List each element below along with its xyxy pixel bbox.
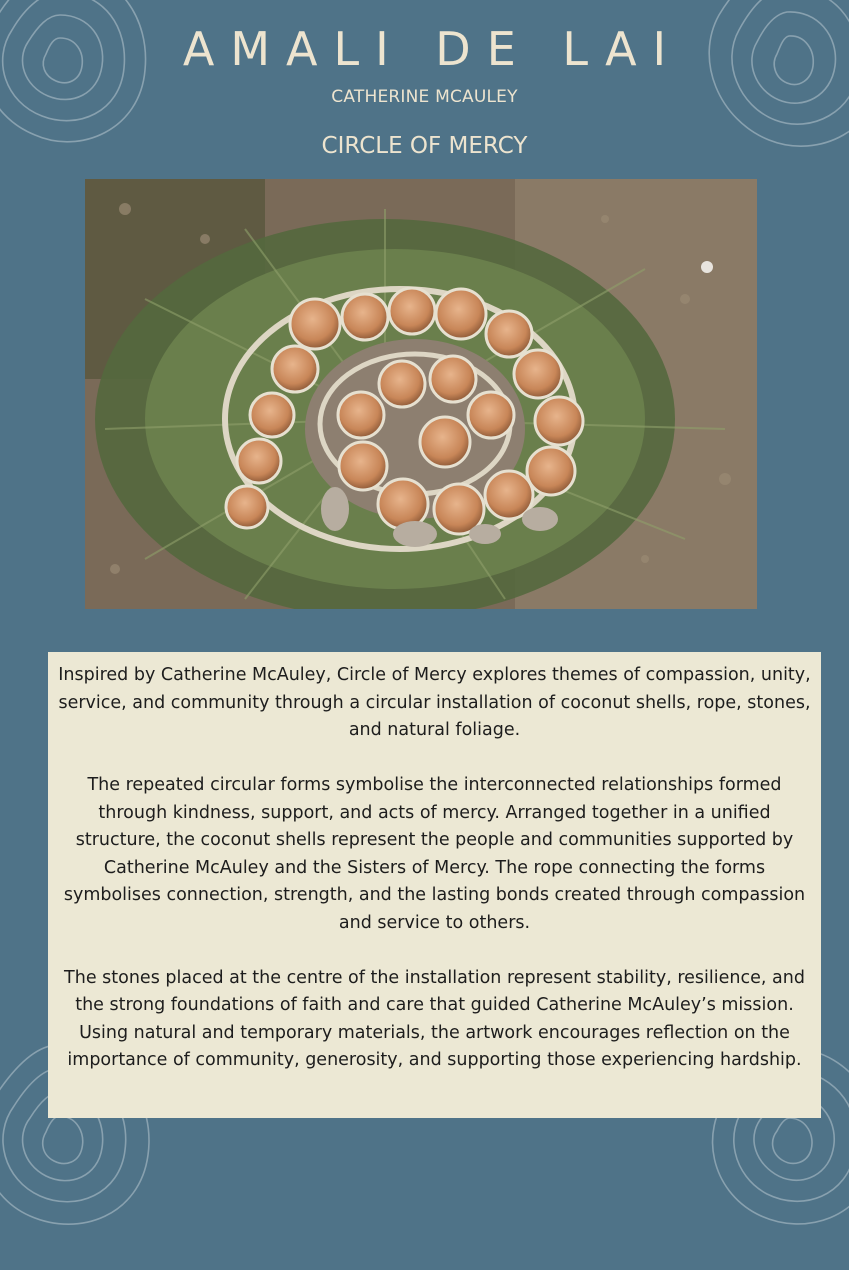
description-panel <box>48 652 821 1118</box>
page-title: AMALI DE LAI <box>182 22 683 76</box>
artist-name: CATHERINE MCAULEY <box>331 87 518 107</box>
artwork-photo <box>85 179 757 609</box>
artwork-title: CIRCLE OF MERCY <box>321 133 528 159</box>
description-paragraph: The stones placed at the centre of the installation represent stability, resilience, and the strong foundations of faith and care that guided Catherine McAuley’s mission. Using natural and temporary materials, the artwork encourages reflection on the importance of community, generosity, and supporting those experiencing hardship. <box>64 967 805 1070</box>
description-paragraph: Inspired by Catherine McAuley, Circle of Mercy explores themes of compassion, unity, service, and community through a circular installation of coconut shells, rope, stones, and natural foliage. <box>58 665 811 740</box>
description-paragraph: The repeated circular forms symbolise the interconnected relationships formed through kindness, support, and acts of mercy. Arranged together in a unified structure, the coconut shells represent the people and communities supported by Catherine McAuley and the Sisters of Mercy. The rope connecting the forms symbolises connection, strength, and the lasting bonds created through compassion and service to others. <box>63 775 806 933</box>
